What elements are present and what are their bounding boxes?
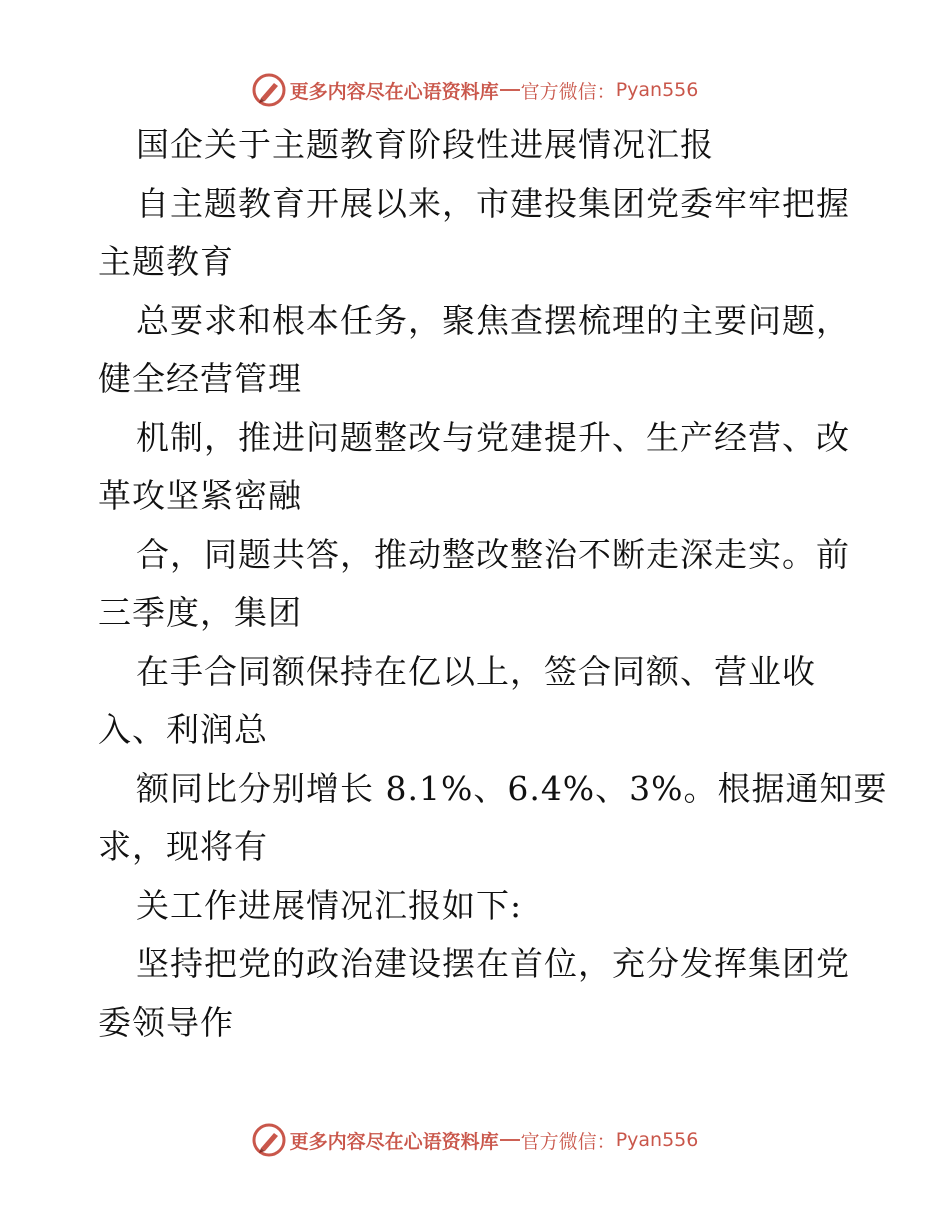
body-text-line: 合，同题共答，推动整改整治不断走深走实。前 xyxy=(136,534,850,574)
document-body xyxy=(98,116,888,1052)
body-text-line: 坚持把党的政治建设摆在首位，充分发挥集团党 xyxy=(136,944,850,983)
banner-official-label: 官方微信： xyxy=(520,80,616,103)
body-text-line: 总要求和根本任务，聚焦查摆梳理的主要问题， xyxy=(136,300,850,340)
body-text-line: 在手合同额保持在亿以上，签合同额、营业收 xyxy=(136,651,816,691)
banner-brand-text: 更多内容尽在心语资料库 xyxy=(289,1130,499,1153)
body-text-line: 主题教育 xyxy=(98,242,234,281)
banner-dash xyxy=(500,1139,520,1141)
banner-brand-text: 更多内容尽在心语资料库 xyxy=(289,80,499,103)
body-text-line: 三季度，集团 xyxy=(98,593,302,632)
banner-official-label: 官方微信： xyxy=(520,1130,616,1153)
body-text-line: 自主题教育开展以来，市建投集团党委牢牢把握 xyxy=(136,183,850,223)
pen-logo-icon xyxy=(252,1123,286,1157)
banner-account-id: Pyan556 xyxy=(615,79,699,101)
body-text-line: 机制，推进问题整改与党建提升、生产经营、改 xyxy=(136,417,850,457)
pen-logo-icon xyxy=(252,73,286,107)
body-text-line: 革攻坚紧密融 xyxy=(98,476,302,515)
banner-dash xyxy=(500,89,520,91)
body-text-line: 委领导作 xyxy=(98,1002,234,1042)
body-text-line: 健全经营管理 xyxy=(98,359,302,398)
body-text-line: 额同比分别增长 8.1%、6.4%、3%。根据通知要 xyxy=(136,768,888,808)
body-text-line: 关工作进展情况汇报如下: xyxy=(136,885,523,925)
header-watermark-banner xyxy=(0,70,950,110)
banner-account-id: Pyan556 xyxy=(615,1129,699,1151)
body-text-line: 求，现将有 xyxy=(98,827,268,866)
document-title: 国企关于主题教育阶段性进展情况汇报 xyxy=(136,125,714,164)
body-text-line: 入、利润总 xyxy=(98,710,268,749)
footer-watermark-banner xyxy=(0,1120,950,1160)
